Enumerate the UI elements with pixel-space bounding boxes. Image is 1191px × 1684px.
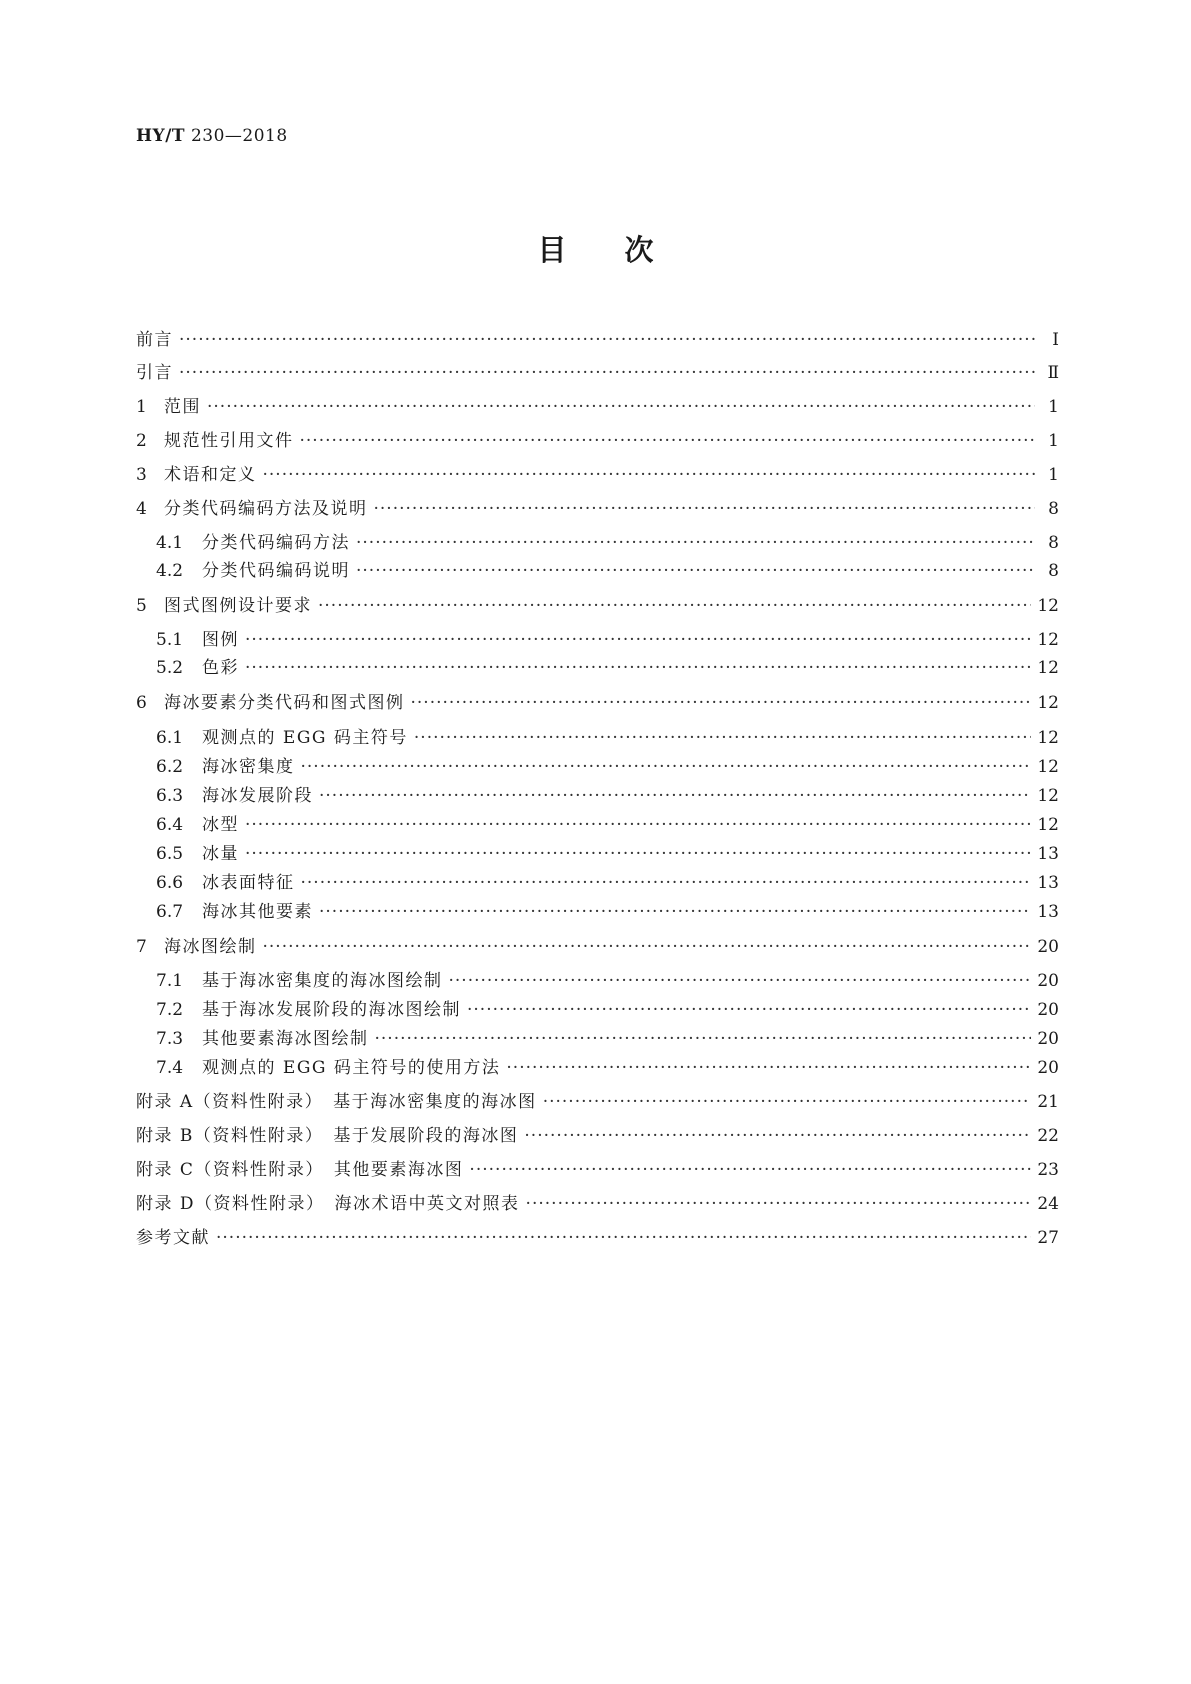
toc-leader-dots [216, 1224, 1031, 1252]
toc-entry-label: 附录 A（资料性附录） 基于海冰密集度的海冰图 [136, 1092, 537, 1112]
toc-entry-number: 4.2 [156, 561, 184, 581]
toc-entry-label: 海冰图绘制 [164, 937, 257, 957]
toc-entry[interactable] [136, 427, 1059, 455]
toc-entry-label: 其他要素海冰图绘制 [202, 1029, 369, 1049]
toc-entry[interactable] [136, 1156, 1059, 1184]
toc-entry-page: 21 [1037, 1092, 1059, 1112]
toc-entry-page: 13 [1037, 902, 1059, 922]
toc-entry[interactable] [156, 898, 1059, 926]
toc-entry-label: 规范性引用文件 [164, 431, 294, 451]
toc-entry-page: 12 [1037, 658, 1059, 678]
toc-entry-page: 20 [1037, 1029, 1059, 1049]
toc-entry-label: 图例 [202, 630, 239, 650]
toc-entry-number: 7.2 [156, 1000, 184, 1020]
toc-leader-dots [300, 427, 1036, 455]
toc-entry-page: 12 [1037, 786, 1059, 806]
toc-entry-number: 6.2 [156, 757, 184, 777]
toc-entry-page: 13 [1037, 844, 1059, 864]
document-code [136, 126, 288, 146]
toc-entry-number: 6.6 [156, 873, 184, 893]
toc-entry[interactable] [136, 1224, 1059, 1252]
toc-entry-number: 7 [136, 937, 147, 957]
toc-leader-dots [301, 869, 1032, 897]
toc-leader-dots [319, 898, 1031, 926]
toc-entry-label: 海冰其他要素 [202, 902, 313, 922]
toc-entry-number: 7.1 [156, 971, 184, 991]
toc-entry-page: Ⅱ [1047, 363, 1059, 383]
toc-leader-dots [543, 1088, 1032, 1116]
toc-entry[interactable] [156, 1054, 1059, 1082]
toc-entry-page: 1 [1048, 465, 1059, 485]
toc-entry[interactable] [156, 782, 1059, 810]
toc-entry-page: 8 [1048, 561, 1059, 581]
toc-entry-page: 27 [1037, 1228, 1059, 1248]
toc-entry[interactable] [136, 461, 1059, 489]
toc-entry-page: 8 [1048, 533, 1059, 553]
toc-leader-dots [245, 626, 1031, 654]
toc-leader-dots [207, 393, 1035, 421]
toc-entry[interactable] [156, 869, 1059, 897]
toc-entry[interactable] [156, 753, 1059, 781]
toc-entry-number: 6 [136, 693, 147, 713]
toc-entry-number: 5.1 [156, 630, 184, 650]
toc-entry-label: 前言 [136, 330, 173, 350]
toc-entry-label: 色彩 [202, 658, 239, 678]
toc-entry-label: 图式图例设计要求 [164, 596, 312, 616]
toc-entry-page: 20 [1037, 971, 1059, 991]
toc-entry[interactable] [136, 592, 1059, 620]
toc-entry-label: 分类代码编码方法 [202, 533, 350, 553]
toc-entry-label: 分类代码编码说明 [202, 561, 350, 581]
toc-entry-page: 22 [1037, 1126, 1059, 1146]
toc-leader-dots [467, 996, 1031, 1024]
toc-leader-dots [245, 654, 1031, 682]
toc-entry[interactable] [156, 840, 1059, 868]
toc-entry-label: 引言 [136, 363, 173, 383]
toc-entry-page: 23 [1037, 1160, 1059, 1180]
toc-entry[interactable] [136, 933, 1059, 961]
toc-entry-label: 术语和定义 [164, 465, 257, 485]
toc-leader-dots [524, 1122, 1031, 1150]
document-code-number: 230—2018 [185, 126, 288, 146]
toc-entry-number: 7.3 [156, 1029, 184, 1049]
toc-entry-page: 12 [1037, 596, 1059, 616]
toc-entry-page: 12 [1037, 728, 1059, 748]
toc-leader-dots [526, 1190, 1032, 1218]
toc-entry-number: 7.4 [156, 1058, 184, 1078]
toc-leader-dots [411, 689, 1032, 717]
toc-leader-dots [449, 967, 1032, 995]
toc-entry-page: 8 [1048, 499, 1059, 519]
toc-entry-number: 6.4 [156, 815, 184, 835]
toc-leader-dots [179, 326, 1035, 354]
toc-entry-label: 附录 B（资料性附录） 基于发展阶段的海冰图 [136, 1126, 519, 1146]
toc-entry[interactable] [156, 724, 1059, 752]
toc-leader-dots [374, 495, 1036, 523]
toc-entry[interactable] [156, 1025, 1059, 1053]
toc-entry-page: 1 [1048, 397, 1059, 417]
toc-leader-dots [356, 557, 1035, 585]
toc-leader-dots [245, 840, 1031, 868]
toc-leader-dots [356, 529, 1035, 557]
toc-leader-dots [469, 1156, 1031, 1184]
toc-title [0, 228, 1191, 269]
toc-entry[interactable] [156, 967, 1059, 995]
toc-entry-page: 20 [1037, 1058, 1059, 1078]
toc-entry-page: 13 [1037, 873, 1059, 893]
toc-entry-page: 12 [1037, 693, 1059, 713]
toc-leader-dots [319, 782, 1031, 810]
toc-entry-number: 3 [136, 465, 147, 485]
toc-entry-page: 20 [1037, 937, 1059, 957]
toc-leader-dots [179, 359, 1035, 387]
toc-entry-label: 附录 C（资料性附录） 其他要素海冰图 [136, 1160, 464, 1180]
toc-leader-dots [318, 592, 1031, 620]
toc-entry-label: 基于海冰密集度的海冰图绘制 [202, 971, 443, 991]
toc-entry-page: 1 [1048, 431, 1059, 451]
toc-entry-number: 5.2 [156, 658, 184, 678]
toc-entry[interactable] [156, 811, 1059, 839]
toc-entry-label: 海冰密集度 [202, 757, 295, 777]
toc-entry-number: 2 [136, 431, 147, 451]
toc-entry-page: 20 [1037, 1000, 1059, 1020]
toc-entry[interactable] [156, 557, 1059, 585]
toc-entry[interactable] [136, 1088, 1059, 1116]
toc-entry-label: 海冰要素分类代码和图式图例 [164, 693, 405, 713]
toc-entry-number: 6.5 [156, 844, 184, 864]
toc-leader-dots [301, 753, 1032, 781]
toc-entry[interactable] [156, 626, 1059, 654]
toc-leader-dots [263, 461, 1036, 489]
toc-entry-number: 6.7 [156, 902, 184, 922]
toc-entry-page: 12 [1037, 757, 1059, 777]
toc-entry-number: 1 [136, 397, 147, 417]
toc-entry-page: 24 [1037, 1194, 1059, 1214]
document-code-prefix: HY/T [136, 126, 186, 146]
toc-entry[interactable] [136, 689, 1059, 717]
toc-entry-number: 4.1 [156, 533, 184, 553]
toc-entry-page: Ⅰ [1052, 330, 1059, 350]
toc-entry-label: 海冰发展阶段 [202, 786, 313, 806]
toc-leader-dots [375, 1025, 1032, 1053]
toc-entry-label: 观测点的 EGG 码主符号的使用方法 [202, 1058, 501, 1078]
toc-entry[interactable] [136, 1122, 1059, 1150]
toc-entry-number: 5 [136, 596, 147, 616]
toc-leader-dots [245, 811, 1031, 839]
toc-entry-label: 参考文献 [136, 1228, 210, 1248]
toc-entry-label: 冰表面特征 [202, 873, 295, 893]
toc-leader-dots [414, 724, 1031, 752]
toc-entry[interactable] [136, 495, 1059, 523]
toc-entry-label: 观测点的 EGG 码主符号 [202, 728, 408, 748]
toc-entry-number: 6.3 [156, 786, 184, 806]
toc-entry[interactable] [156, 996, 1059, 1024]
toc-leader-dots [263, 933, 1032, 961]
toc-entry-number: 6.1 [156, 728, 184, 748]
toc-entry-label: 分类代码编码方法及说明 [164, 499, 368, 519]
toc-entry-number: 4 [136, 499, 147, 519]
toc-entry-label: 范围 [164, 397, 201, 417]
toc-entry-page: 12 [1037, 815, 1059, 835]
toc-entry-label: 冰型 [202, 815, 239, 835]
toc-entry-label: 附录 D（资料性附录） 海冰术语中英文对照表 [136, 1194, 520, 1214]
toc-entry[interactable] [136, 393, 1059, 421]
toc-leader-dots [506, 1054, 1031, 1082]
toc-entry[interactable] [136, 1190, 1059, 1218]
toc-entry[interactable] [136, 326, 1059, 354]
toc-title-text: 目次 [537, 233, 712, 267]
toc-entry[interactable] [156, 529, 1059, 557]
toc-entry[interactable] [136, 359, 1059, 387]
toc-entry-page: 12 [1037, 630, 1059, 650]
toc-entry[interactable] [156, 654, 1059, 682]
toc-entry-label: 基于海冰发展阶段的海冰图绘制 [202, 1000, 461, 1020]
toc-entry-label: 冰量 [202, 844, 239, 864]
